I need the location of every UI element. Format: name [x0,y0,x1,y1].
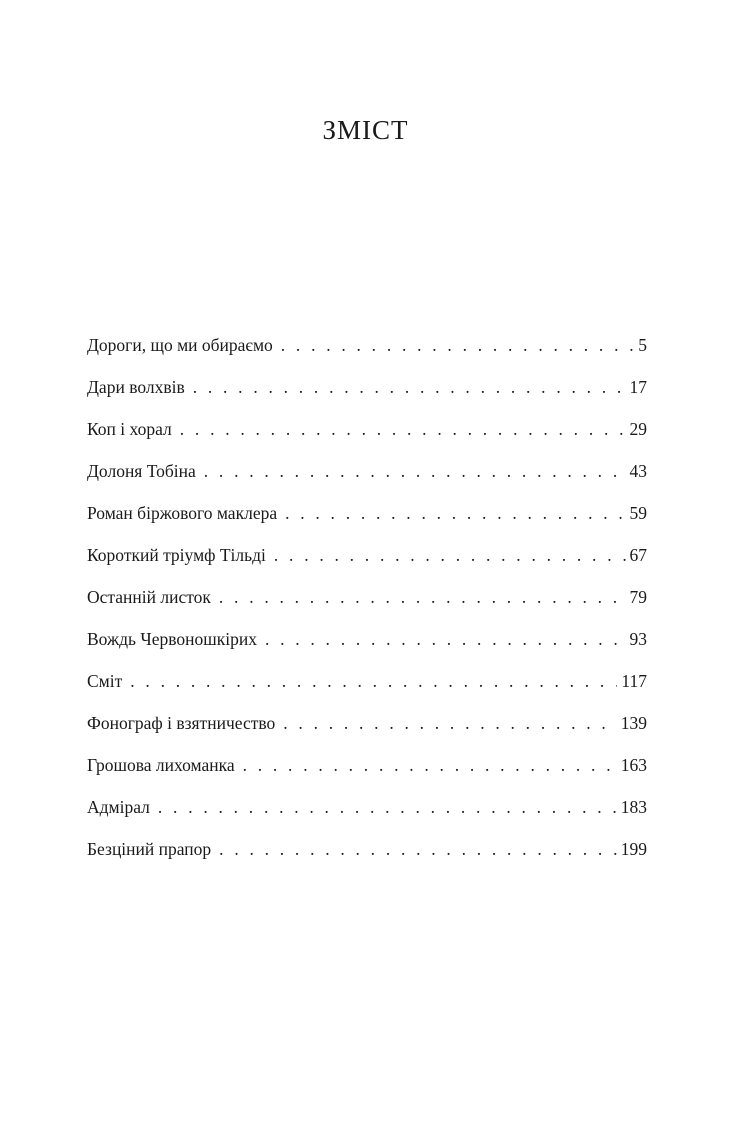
toc-entry-page: 17 [629,377,647,397]
toc-entry [87,415,647,457]
toc-entry-page: 139 [620,713,647,733]
toc-entry-title: Долоня Тобіна [87,461,196,481]
toc-leader-dots [243,751,617,779]
toc-entry-title: Короткий тріумф Тільді [87,545,266,565]
toc-entry-page: 59 [629,503,647,523]
toc-entry-page: 67 [629,545,647,565]
toc-leader-dots [281,331,634,359]
toc-entry-page: 93 [629,629,647,649]
toc-entry [87,709,647,751]
toc-leader-dots [130,667,617,695]
toc-entry [87,331,647,373]
toc-entry-page: 29 [629,419,647,439]
toc-leader-dots [285,499,625,527]
toc-entry-title: Адмірал [87,797,150,817]
toc-entry-title: Роман біржового маклера [87,503,278,523]
page-title: ЗМІСТ [322,115,409,145]
toc-entry-page: 79 [629,587,647,607]
toc-entry [87,583,647,625]
toc-entry [87,457,647,499]
toc-entry [87,499,647,541]
toc-leader-dots [274,541,626,569]
toc-entry-page: 199 [620,839,647,859]
toc-entry [87,751,647,793]
toc-leader-dots [204,457,626,485]
toc-entry-page: 43 [629,461,647,481]
toc-entry-page: 5 [638,335,647,355]
toc-leader-dots [180,415,626,443]
toc-entry [87,373,647,415]
toc-entry-page: 117 [621,671,647,691]
toc-entry-title: Останній листок [87,587,211,607]
table-of-contents [87,331,647,877]
toc-entry-page: 163 [620,755,647,775]
toc-entry-title: Грошова лихоманка [87,755,235,775]
toc-entry [87,793,647,835]
toc-entry-title: Коп і хорал [87,419,172,439]
toc-entry-page: 183 [620,797,647,817]
toc-leader-dots [193,373,626,401]
toc-leader-dots [219,835,617,863]
toc-leader-dots [158,793,617,821]
toc-entry-title: Вождь Червоношкірих [87,629,257,649]
toc-leader-dots [265,625,626,653]
toc-entry-title: Сміт [87,671,123,691]
toc-entry [87,625,647,667]
toc-entry [87,541,647,583]
toc-entry-title: Дари волхвів [87,377,185,397]
toc-leader-dots [219,583,626,611]
toc-entry-title: Дороги, що ми обираємо [87,335,273,355]
toc-entry [87,667,647,709]
toc-entry [87,835,647,877]
toc-entry-title: Фонограф і взятничество [87,713,276,733]
toc-entry-title: Безціний прапор [87,839,212,859]
toc-leader-dots [283,709,616,737]
